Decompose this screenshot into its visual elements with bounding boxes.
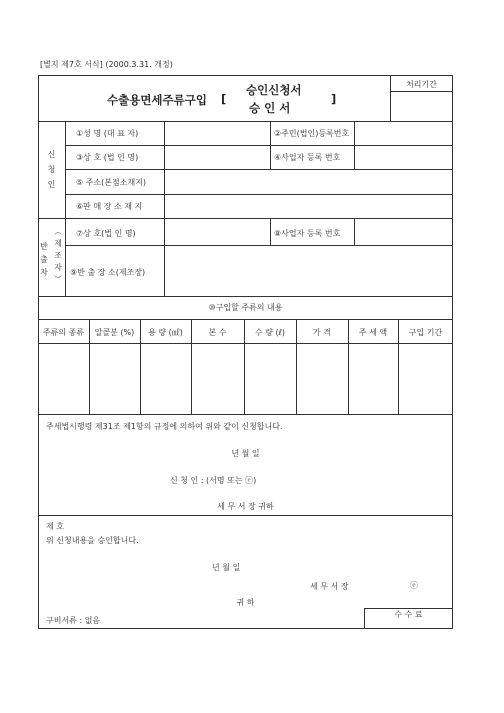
col-header-purchase-period: 구입 기간	[408, 328, 443, 337]
purchase-entry-row[interactable]	[39, 344, 453, 414]
applicant-store-field[interactable]	[166, 196, 452, 217]
applicant-business-no-label: ④사업자 등록 번호	[274, 153, 341, 162]
shipper-company-label: ⑦상 호(법 인 명)	[76, 229, 136, 238]
approval-honorific: 귀 하	[236, 598, 255, 607]
applicant-business-no-field[interactable]	[356, 147, 452, 168]
seal-mark: ⓔ	[410, 581, 418, 590]
approval-number: 제 호	[46, 522, 64, 531]
col-header-alcohol: 알콜분 (%)	[94, 328, 135, 337]
applicant-store-label: ⑥판 매 장 소 재 지	[76, 202, 143, 211]
shipper-company-field[interactable]	[166, 220, 269, 244]
column-line	[164, 121, 165, 218]
approval-chief: 세 무 서 장	[310, 582, 349, 591]
shipper-section-bottom	[38, 296, 453, 297]
shipper-label-divider	[65, 218, 66, 296]
applicant-address-label: ⑤ 주소(본점소재지)	[76, 178, 147, 187]
applicant-resident-no-label: ②주민(법인)등록번호	[274, 129, 350, 138]
title-option-application: 승인신청서	[246, 83, 302, 97]
applicant-section-label: 신 청 인	[47, 150, 56, 189]
column-line	[270, 121, 271, 169]
purchase-section-title: ⑩구입할 주류의 내용	[208, 303, 283, 312]
applicant-name-field[interactable]	[166, 123, 269, 144]
applicant-company-label: ③상 호 (법 인 명)	[76, 153, 139, 162]
col-header-tax: 주 세 액	[358, 328, 388, 337]
col-header-price: 가 격	[313, 328, 331, 337]
shipper-business-no-label: ⑧사업자 등록 번호	[274, 229, 341, 238]
applicant-company-field[interactable]	[166, 147, 269, 168]
col-header-quantity: 수 량 (ℓ)	[254, 328, 286, 337]
approval-date: 년 월 일	[212, 563, 241, 572]
processing-header-line	[390, 91, 453, 92]
declaration-recipient: 세 무 서 장 귀하	[217, 502, 274, 511]
row-line	[65, 245, 453, 246]
col-header-liquor-type: 주류의 종류	[42, 328, 85, 337]
applicant-section-bottom	[38, 218, 453, 219]
row-line	[65, 194, 453, 195]
form-number-note: [별지 제7호 서식] (2000.3.31. 개정)	[40, 60, 173, 69]
declaration-text: 주세법시행령 제31조 제1항의 규정에 의하여 위와 같이 신청합니다.	[46, 422, 283, 431]
title-bracket-close: ]	[331, 92, 337, 106]
column-line	[270, 218, 271, 245]
fee-label: 수 수 료	[394, 610, 423, 619]
row-line	[38, 319, 453, 320]
declaration-applicant-line: 신 청 인 : (서명 또는 ⓔ)	[170, 476, 257, 485]
form-title: 수출용면세주류구입	[107, 93, 207, 107]
approval-text: 위 신청내용을 승인합니다.	[46, 536, 139, 545]
row-line	[65, 169, 453, 170]
applicant-resident-no-field[interactable]	[356, 123, 452, 144]
col-header-bottles: 본 수	[208, 328, 227, 337]
title-option-approval: 승 인 서	[249, 101, 291, 115]
column-line	[164, 218, 165, 296]
shipper-location-label: ⑨반 출 장 소(제조장)	[70, 268, 146, 277]
shipper-sub-label: ︵ 제 조 자 ︶	[54, 227, 62, 284]
declaration-date: 년 월 일	[231, 449, 260, 458]
shipper-business-no-field[interactable]	[356, 220, 452, 244]
processing-period-label: 처리기간	[406, 80, 437, 89]
applicant-address-field[interactable]	[166, 171, 452, 193]
required-documents: 구비서류 : 없음	[46, 616, 101, 625]
column-line	[354, 218, 355, 245]
column-line	[354, 121, 355, 169]
applicant-name-label: ①성 명 (대 표 자)	[76, 129, 139, 138]
purchase-table-bottom	[38, 414, 453, 415]
row-line	[65, 145, 453, 146]
col-header-volume: 용 량 (㎖)	[148, 328, 183, 337]
shipper-section-label: 반 출 자	[40, 242, 48, 277]
declaration-bottom	[38, 515, 453, 516]
shipper-location-field[interactable]	[166, 247, 452, 295]
title-bracket-open: [	[221, 92, 227, 106]
